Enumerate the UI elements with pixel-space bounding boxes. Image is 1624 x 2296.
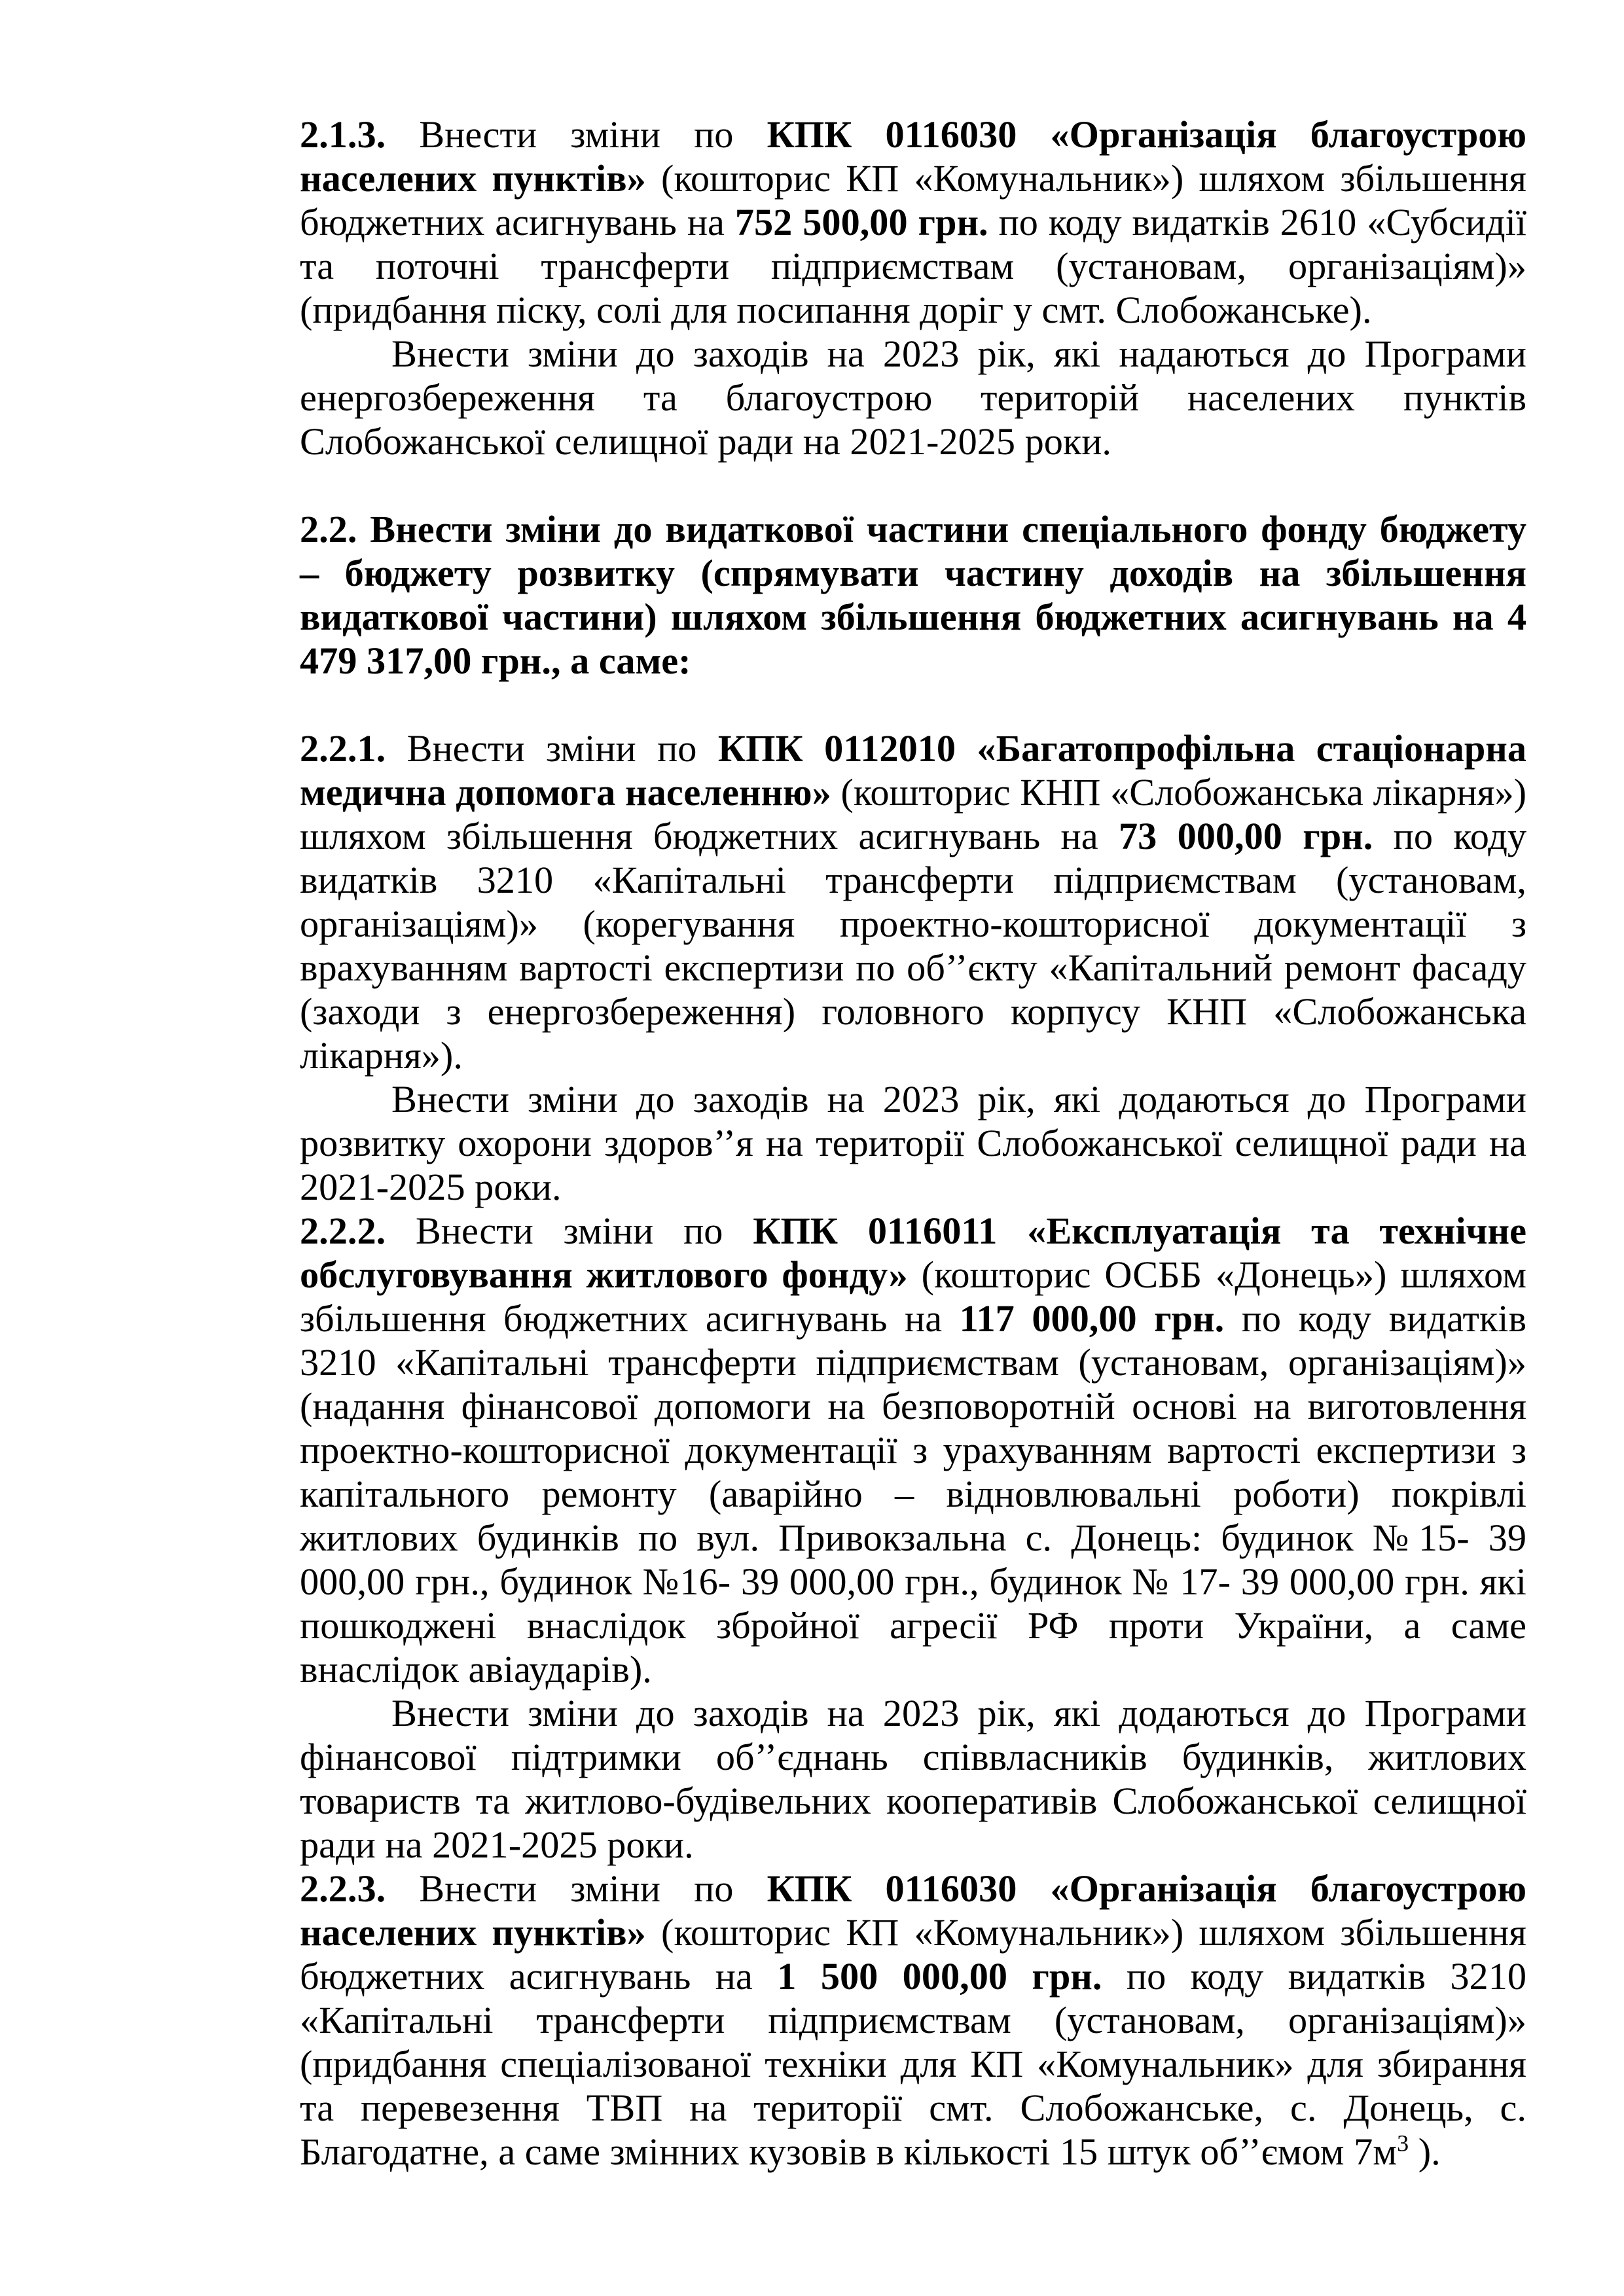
- bold-text: КПК 0116030 «Організація благоустрою населених пунктів»: [300, 113, 1526, 200]
- text: по коду видатків 3210 «Капітальні трансферти підприємствам (установам, організаціям)» (надання фінансової допомоги на безповоротній основі на виготовлення проектно-кошторисної документації з урахуванням вартості експертизи з капітального ремонту (аварійно – відновлювальні роботи) покрівлі житлових будинків по вул. Привокзальна с. Донець: будинок №15- 39 000,00 грн., будинок №16- 39 000,00 грн., будинок № 17- 39 000,00 грн. які пошкоджені внаслідок збройної агресії РФ проти України, а саме внаслідок авіаударів).: [300, 1297, 1526, 1691]
- text: (кошторис ОСББ «Донець») шляхом збільшення бюджетних асигнувань на: [300, 1253, 1526, 1340]
- bold-text: 73 000,00 грн.: [1118, 815, 1373, 857]
- superscript: 3: [1397, 2130, 1409, 2157]
- bold-text: 1 500 000,00 грн.: [777, 1955, 1102, 1998]
- paragraph: [300, 332, 1526, 463]
- text: по коду видатків 3210 «Капітальні трансферти підприємствам (установам, організаціям)» (корегування проектно-кошторисної документації з врахуванням вартості експертизи по об’’єкту «Капітальний ремонт фасаду (заходи з енергозбереження) головного корпусу КНП «Слобожанська лікарня»).: [300, 815, 1527, 1077]
- text: Внести зміни по: [386, 1867, 767, 1910]
- text: (кошторис КП «Комунальник») шляхом збільшення бюджетних асигнувань на: [300, 1911, 1526, 1998]
- paragraph: [300, 507, 1526, 683]
- bold-text: 2.2.1.: [300, 727, 386, 770]
- text: Внести зміни по: [386, 727, 718, 770]
- bold-text: 2.2.3.: [300, 1867, 386, 1910]
- paragraph: [300, 1209, 1526, 1691]
- text: по коду видатків 2610 «Субсидії та поточні трансферти підприємствам (установам, організаціям)» (придбання піску, солі для посипання доріг у смт. Слобожанське).: [300, 201, 1526, 331]
- paragraph: [300, 1077, 1526, 1209]
- text: Внести зміни по: [386, 113, 767, 156]
- paragraph: [300, 726, 1526, 1077]
- text: по коду видатків 3210 «Капітальні трансферти підприємствам (установам, організаціям)» (придбання спеціалізованої техніки для КП «Комунальник» для збирання та перевезення ТВП на території смт. Слобожанське, с. Донець, с. Благодатне, а саме змінних кузовів в кількості 15 штук об’’ємом 7м: [300, 1955, 1526, 2173]
- bold-text: 2.2.2.: [300, 1210, 386, 1252]
- document-page: [300, 113, 1526, 2174]
- bold-text: 2.2. Внести зміни до видаткової частини спеціального фонду бюджету – бюджету розвитку (спрямувати частину доходів на збільшення видаткової частини) шляхом збільшення бюджетних асигнувань на 4 479 317,00 грн., а саме:: [300, 508, 1526, 682]
- paragraph: [300, 1867, 1526, 2174]
- text: Внести зміни по: [386, 1210, 753, 1252]
- text: ).: [1409, 2130, 1441, 2173]
- bold-text: 117 000,00 грн.: [959, 1297, 1225, 1340]
- paragraph: [300, 113, 1526, 332]
- bold-text: КПК 0116030 «Організація благоустрою населених пунктів»: [300, 1867, 1526, 1954]
- text: Внести зміни до заходів на 2023 рік, які додаються до Програми фінансової підтримки об’’єднань співвласників будинків, житлових товариств та житлово-будівельних кооперативів Слобожанської селищної ради на 2021-2025 роки.: [300, 1692, 1526, 1866]
- text: Внести зміни до заходів на 2023 рік, які додаються до Програми розвитку охорони здоров’’я на території Слобожанської селищної ради на 2021-2025 роки.: [300, 1078, 1526, 1208]
- bold-text: 752 500,00 грн.: [734, 201, 988, 243]
- bold-text: КПК 0116011 «Експлуатація та технічне обслуговування житлового фонду»: [300, 1210, 1526, 1296]
- text: (кошторис КП «Комунальник») шляхом збільшення бюджетних асигнувань на: [300, 157, 1526, 243]
- paragraph: [300, 1691, 1526, 1867]
- text: Внести зміни до заходів на 2023 рік, які надаються до Програми енергозбереження та благоустрою територій населених пунктів Слобожанської селищної ради на 2021-2025 роки.: [300, 332, 1526, 463]
- bold-text: 2.1.3.: [300, 113, 386, 156]
- bold-text: КПК 0112010 «Багатопрофільна стаціонарна медична допомога населенню»: [300, 727, 1526, 814]
- text: (кошторис КНП «Слобожанська лікарня») шляхом збільшення бюджетних асигнувань на: [300, 771, 1527, 857]
